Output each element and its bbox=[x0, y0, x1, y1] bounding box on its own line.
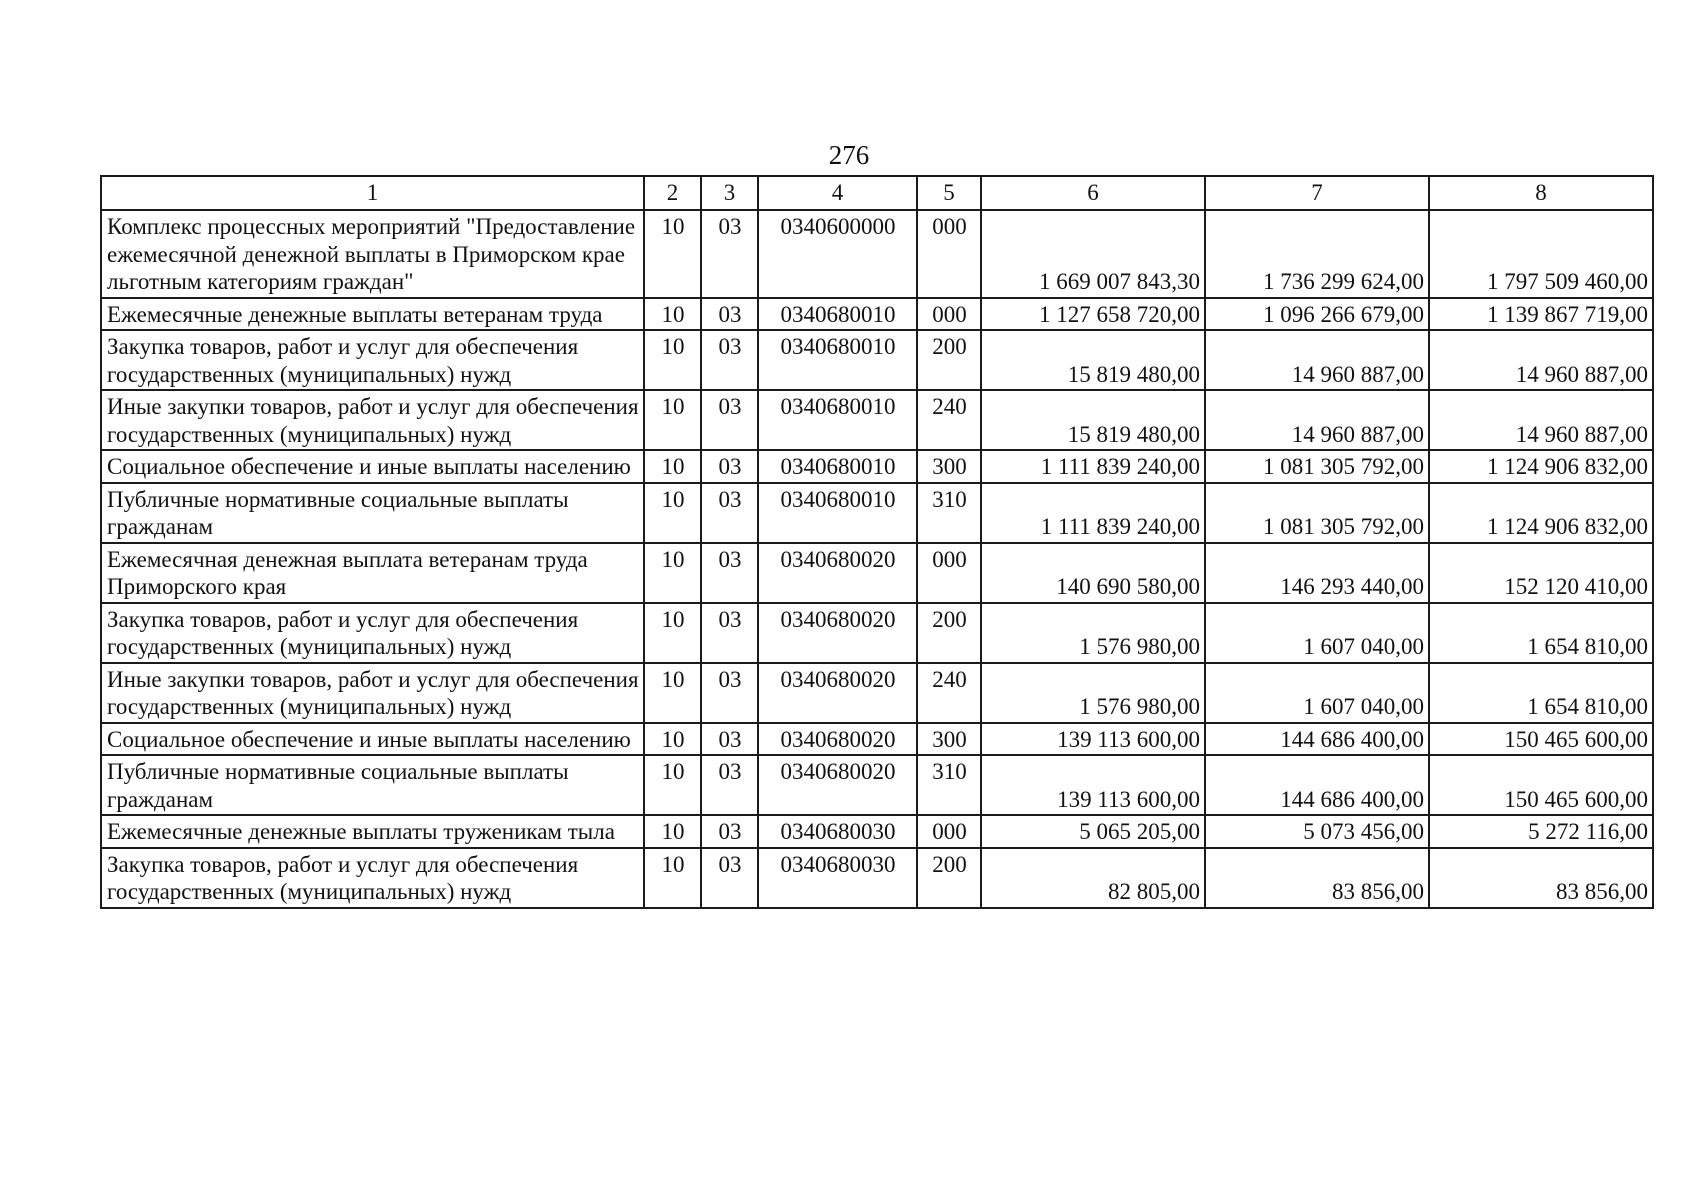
row-name: Комплекс процессных мероприятий "Предоставление ежемесячной денежной выплаты в Приморском крае льготным категориям граждан" bbox=[101, 210, 644, 298]
amount-col-8: 152 120 410,00 bbox=[1429, 543, 1653, 603]
section-code: 10 bbox=[644, 330, 701, 390]
amount-col-6: 1 669 007 843,30 bbox=[981, 210, 1205, 298]
table-row bbox=[101, 723, 1653, 756]
subsection-code: 03 bbox=[701, 723, 758, 756]
section-code: 10 bbox=[644, 603, 701, 663]
expense-type-code: 000 bbox=[917, 210, 981, 298]
target-article-code: 0340680010 bbox=[758, 450, 917, 483]
target-article-code: 0340680030 bbox=[758, 815, 917, 848]
section-code: 10 bbox=[644, 663, 701, 723]
target-article-code: 0340680010 bbox=[758, 483, 917, 543]
column-header-8: 8 bbox=[1429, 176, 1653, 210]
section-code: 10 bbox=[644, 723, 701, 756]
amount-col-8: 1 124 906 832,00 bbox=[1429, 450, 1653, 483]
table-row bbox=[101, 543, 1653, 603]
amount-col-7: 146 293 440,00 bbox=[1205, 543, 1429, 603]
amount-col-6: 15 819 480,00 bbox=[981, 330, 1205, 390]
table-row bbox=[101, 450, 1653, 483]
subsection-code: 03 bbox=[701, 663, 758, 723]
subsection-code: 03 bbox=[701, 848, 758, 908]
column-header-2: 2 bbox=[644, 176, 701, 210]
amount-col-6: 5 065 205,00 bbox=[981, 815, 1205, 848]
subsection-code: 03 bbox=[701, 815, 758, 848]
row-name: Закупка товаров, работ и услуг для обеспечения государственных (муниципальных) нужд bbox=[101, 603, 644, 663]
target-article-code: 0340600000 bbox=[758, 210, 917, 298]
amount-col-8: 14 960 887,00 bbox=[1429, 390, 1653, 450]
amount-col-6: 139 113 600,00 bbox=[981, 723, 1205, 756]
column-header-5: 5 bbox=[917, 176, 981, 210]
table-row bbox=[101, 298, 1653, 331]
expense-type-code: 310 bbox=[917, 483, 981, 543]
amount-col-8: 150 465 600,00 bbox=[1429, 755, 1653, 815]
subsection-code: 03 bbox=[701, 210, 758, 298]
expense-type-code: 000 bbox=[917, 298, 981, 331]
table-row bbox=[101, 210, 1653, 298]
target-article-code: 0340680020 bbox=[758, 603, 917, 663]
amount-col-6: 1 576 980,00 bbox=[981, 663, 1205, 723]
section-code: 10 bbox=[644, 815, 701, 848]
amount-col-7: 1 607 040,00 bbox=[1205, 663, 1429, 723]
section-code: 10 bbox=[644, 210, 701, 298]
expense-type-code: 000 bbox=[917, 543, 981, 603]
subsection-code: 03 bbox=[701, 298, 758, 331]
target-article-code: 0340680020 bbox=[758, 723, 917, 756]
table-row bbox=[101, 848, 1653, 908]
target-article-code: 0340680020 bbox=[758, 663, 917, 723]
row-name: Иные закупки товаров, работ и услуг для обеспечения государственных (муниципальных) нужд bbox=[101, 390, 644, 450]
expense-type-code: 000 bbox=[917, 815, 981, 848]
target-article-code: 0340680030 bbox=[758, 848, 917, 908]
amount-col-6: 1 111 839 240,00 bbox=[981, 450, 1205, 483]
column-header-1: 1 bbox=[101, 176, 644, 210]
amount-col-8: 5 272 116,00 bbox=[1429, 815, 1653, 848]
column-header-4: 4 bbox=[758, 176, 917, 210]
column-header-3: 3 bbox=[701, 176, 758, 210]
table-row bbox=[101, 483, 1653, 543]
subsection-code: 03 bbox=[701, 755, 758, 815]
target-article-code: 0340680010 bbox=[758, 330, 917, 390]
budget-table bbox=[100, 175, 1654, 909]
section-code: 10 bbox=[644, 390, 701, 450]
amount-col-8: 1 654 810,00 bbox=[1429, 663, 1653, 723]
table-row bbox=[101, 603, 1653, 663]
amount-col-6: 1 111 839 240,00 bbox=[981, 483, 1205, 543]
amount-col-8: 14 960 887,00 bbox=[1429, 330, 1653, 390]
table-header bbox=[101, 176, 1653, 210]
section-code: 10 bbox=[644, 450, 701, 483]
subsection-code: 03 bbox=[701, 390, 758, 450]
amount-col-7: 5 073 456,00 bbox=[1205, 815, 1429, 848]
expense-type-code: 240 bbox=[917, 390, 981, 450]
table-row bbox=[101, 815, 1653, 848]
section-code: 10 bbox=[644, 543, 701, 603]
expense-type-code: 300 bbox=[917, 450, 981, 483]
table-row bbox=[101, 330, 1653, 390]
amount-col-6: 139 113 600,00 bbox=[981, 755, 1205, 815]
section-code: 10 bbox=[644, 848, 701, 908]
table-row bbox=[101, 755, 1653, 815]
amount-col-8: 83 856,00 bbox=[1429, 848, 1653, 908]
row-name: Ежемесячные денежные выплаты труженикам тыла bbox=[101, 815, 644, 848]
row-name: Публичные нормативные социальные выплаты гражданам bbox=[101, 483, 644, 543]
subsection-code: 03 bbox=[701, 543, 758, 603]
row-name: Социальное обеспечение и иные выплаты населению bbox=[101, 723, 644, 756]
amount-col-7: 14 960 887,00 bbox=[1205, 330, 1429, 390]
amount-col-6: 1 576 980,00 bbox=[981, 603, 1205, 663]
subsection-code: 03 bbox=[701, 603, 758, 663]
amount-col-6: 82 805,00 bbox=[981, 848, 1205, 908]
table-body bbox=[101, 210, 1653, 908]
column-header-7: 7 bbox=[1205, 176, 1429, 210]
section-code: 10 bbox=[644, 483, 701, 543]
amount-col-7: 1 081 305 792,00 bbox=[1205, 483, 1429, 543]
amount-col-7: 144 686 400,00 bbox=[1205, 723, 1429, 756]
amount-col-7: 1 081 305 792,00 bbox=[1205, 450, 1429, 483]
subsection-code: 03 bbox=[701, 450, 758, 483]
section-code: 10 bbox=[644, 298, 701, 331]
expense-type-code: 310 bbox=[917, 755, 981, 815]
section-code: 10 bbox=[644, 755, 701, 815]
amount-col-6: 15 819 480,00 bbox=[981, 390, 1205, 450]
row-name: Публичные нормативные социальные выплаты гражданам bbox=[101, 755, 644, 815]
amount-col-8: 1 797 509 460,00 bbox=[1429, 210, 1653, 298]
amount-col-8: 1 654 810,00 bbox=[1429, 603, 1653, 663]
column-header-6: 6 bbox=[981, 176, 1205, 210]
target-article-code: 0340680010 bbox=[758, 390, 917, 450]
target-article-code: 0340680020 bbox=[758, 755, 917, 815]
amount-col-8: 1 139 867 719,00 bbox=[1429, 298, 1653, 331]
expense-type-code: 300 bbox=[917, 723, 981, 756]
amount-col-7: 1 607 040,00 bbox=[1205, 603, 1429, 663]
row-name: Закупка товаров, работ и услуг для обеспечения государственных (муниципальных) нужд bbox=[101, 330, 644, 390]
amount-col-7: 83 856,00 bbox=[1205, 848, 1429, 908]
amount-col-6: 140 690 580,00 bbox=[981, 543, 1205, 603]
row-name: Ежемесячные денежные выплаты ветеранам труда bbox=[101, 298, 644, 331]
row-name: Закупка товаров, работ и услуг для обеспечения государственных (муниципальных) нужд bbox=[101, 848, 644, 908]
subsection-code: 03 bbox=[701, 483, 758, 543]
expense-type-code: 200 bbox=[917, 330, 981, 390]
header-row bbox=[101, 176, 1653, 210]
row-name: Социальное обеспечение и иные выплаты населению bbox=[101, 450, 644, 483]
row-name: Ежемесячная денежная выплата ветеранам труда Приморского края bbox=[101, 543, 644, 603]
expense-type-code: 200 bbox=[917, 848, 981, 908]
amount-col-7: 144 686 400,00 bbox=[1205, 755, 1429, 815]
page-number: 276 bbox=[828, 140, 870, 170]
target-article-code: 0340680020 bbox=[758, 543, 917, 603]
amount-col-8: 1 124 906 832,00 bbox=[1429, 483, 1653, 543]
row-name: Иные закупки товаров, работ и услуг для обеспечения государственных (муниципальных) нужд bbox=[101, 663, 644, 723]
target-article-code: 0340680010 bbox=[758, 298, 917, 331]
table-row bbox=[101, 390, 1653, 450]
subsection-code: 03 bbox=[701, 330, 758, 390]
amount-col-7: 1 096 266 679,00 bbox=[1205, 298, 1429, 331]
amount-col-8: 150 465 600,00 bbox=[1429, 723, 1653, 756]
amount-col-6: 1 127 658 720,00 bbox=[981, 298, 1205, 331]
amount-col-7: 14 960 887,00 bbox=[1205, 390, 1429, 450]
table-row bbox=[101, 663, 1653, 723]
expense-type-code: 240 bbox=[917, 663, 981, 723]
amount-col-7: 1 736 299 624,00 bbox=[1205, 210, 1429, 298]
expense-type-code: 200 bbox=[917, 603, 981, 663]
